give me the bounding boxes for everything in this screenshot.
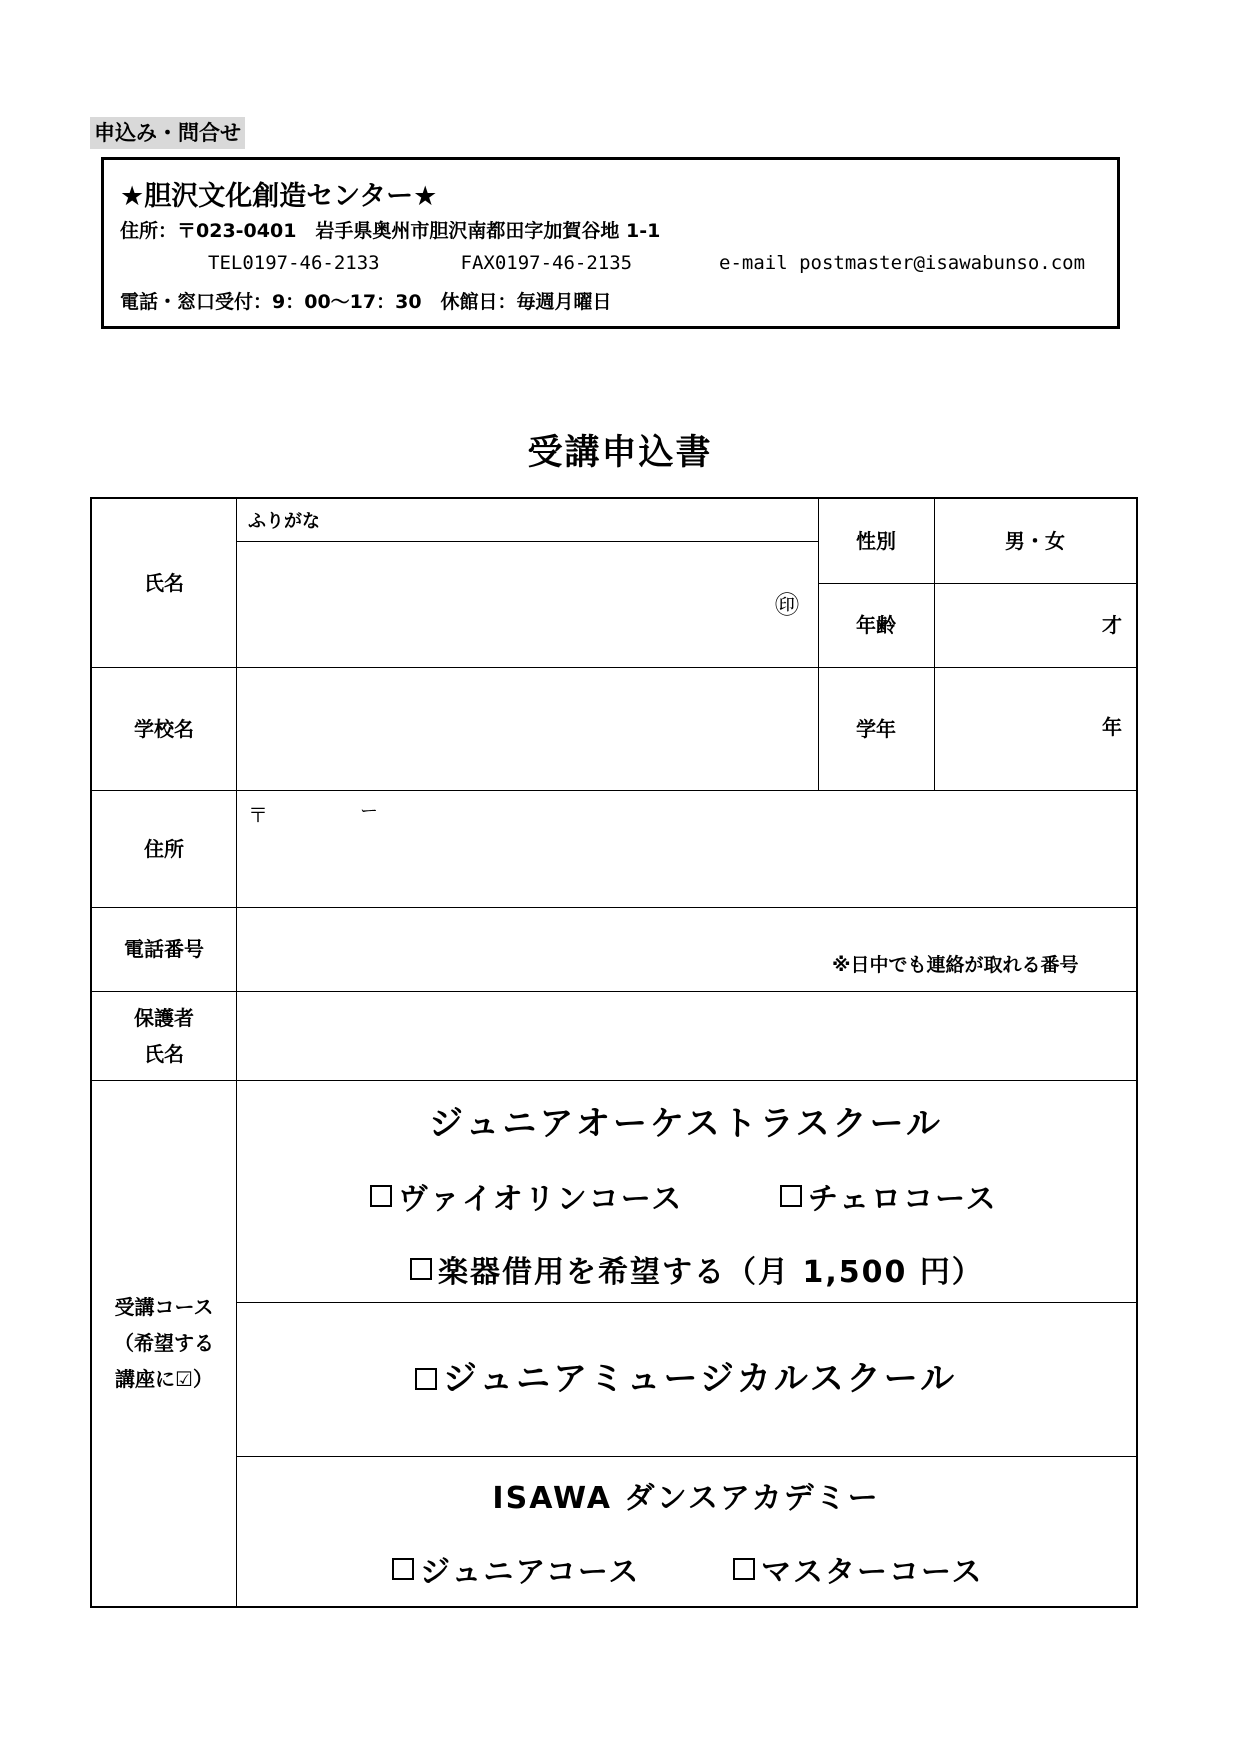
name-label: 氏名 xyxy=(144,571,184,595)
cello-course-option[interactable] xyxy=(780,1174,998,1218)
guardian-name-input[interactable] xyxy=(242,999,1126,1075)
cello-course-label: チェロコース xyxy=(808,1182,998,1217)
junior-course-label: ジュニアコース xyxy=(420,1555,641,1590)
age-unit: 才 xyxy=(1102,613,1122,637)
dance-academy-title: ISAWA ダンスアカデミー xyxy=(492,1481,880,1516)
email-address: e-mail postmaster@isawabunso.com xyxy=(719,252,1086,274)
violin-course-label: ヴァイオリンコース xyxy=(398,1182,684,1217)
gender-options[interactable]: 男・女 xyxy=(1005,529,1065,553)
contact-box xyxy=(101,157,1120,329)
age-input[interactable] xyxy=(942,599,1096,651)
phone-input[interactable] xyxy=(242,915,826,983)
address-input[interactable] xyxy=(242,833,1126,901)
guardian-label xyxy=(92,991,236,1080)
contact-numbers xyxy=(208,252,1085,274)
junior-course-checkbox[interactable] xyxy=(392,1558,414,1580)
tel-number: TEL0197-46-2133 xyxy=(208,252,380,274)
course-label-line-3: 講座に☑） xyxy=(115,1367,213,1391)
postal-mark: 〒 xyxy=(248,803,268,827)
address-label: 住所 xyxy=(144,836,184,861)
gender-label: 性別 xyxy=(856,529,896,553)
name-input[interactable] xyxy=(242,549,776,661)
instrument-rental-label: 楽器借用を希望する（月 1,500 円） xyxy=(438,1255,984,1290)
school-input[interactable] xyxy=(242,679,816,781)
phone-label: 電話番号 xyxy=(124,937,204,961)
guardian-label-line-1: 保護者 xyxy=(134,1005,194,1030)
musical-school-checkbox[interactable] xyxy=(415,1368,437,1390)
contact-label: 申込み・問合せ xyxy=(90,117,245,149)
age-label: 年齢 xyxy=(856,613,896,637)
instrument-rental-option[interactable] xyxy=(410,1247,984,1291)
guardian-label-line-2: 氏名 xyxy=(144,1041,184,1066)
musical-school-title: ジュニアミュージカルスクール xyxy=(442,1359,958,1399)
school-label: 学校名 xyxy=(134,716,194,741)
orchestra-school-title: ジュニアオーケストラスクール xyxy=(429,1104,943,1144)
musical-school-option[interactable] xyxy=(236,1302,1136,1456)
violin-course-option[interactable] xyxy=(370,1174,683,1218)
fax-number: FAX0197-46-2135 xyxy=(460,252,633,274)
form-title: 受講申込書 xyxy=(527,433,713,473)
cello-course-checkbox[interactable] xyxy=(780,1185,802,1207)
violin-course-checkbox[interactable] xyxy=(370,1185,392,1207)
grade-unit: 年 xyxy=(1102,715,1122,739)
junior-course-option[interactable] xyxy=(392,1547,640,1591)
phone-note: ※日中でも連絡が取れる番号 xyxy=(832,954,1079,976)
instrument-rental-checkbox[interactable] xyxy=(410,1258,432,1280)
application-form xyxy=(90,497,1138,1608)
master-course-checkbox[interactable] xyxy=(733,1558,755,1580)
grade-label: 学年 xyxy=(856,716,896,741)
postal-dash: ー xyxy=(360,801,378,822)
course-label-line-1: 受講コース xyxy=(114,1295,214,1319)
master-course-label: マスターコース xyxy=(761,1555,984,1590)
center-address: 住所：〒023-0401 岩手県奥州市胆沢南都田字加賀谷地 1-1 xyxy=(120,220,661,242)
opening-hours: 電話・窓口受付：9：00〜17：30 休館日：毎週月曜日 xyxy=(120,291,612,313)
master-course-option[interactable] xyxy=(733,1547,984,1591)
course-label xyxy=(92,1080,236,1606)
course-label-line-2: （希望する xyxy=(114,1331,214,1355)
seal-mark: ㊞ xyxy=(775,591,799,619)
center-name: ★胆沢文化創造センター★ xyxy=(120,181,438,212)
furigana-input[interactable] xyxy=(242,513,816,541)
furigana-label: ふりがな xyxy=(248,511,320,532)
grade-input[interactable] xyxy=(942,699,1096,761)
